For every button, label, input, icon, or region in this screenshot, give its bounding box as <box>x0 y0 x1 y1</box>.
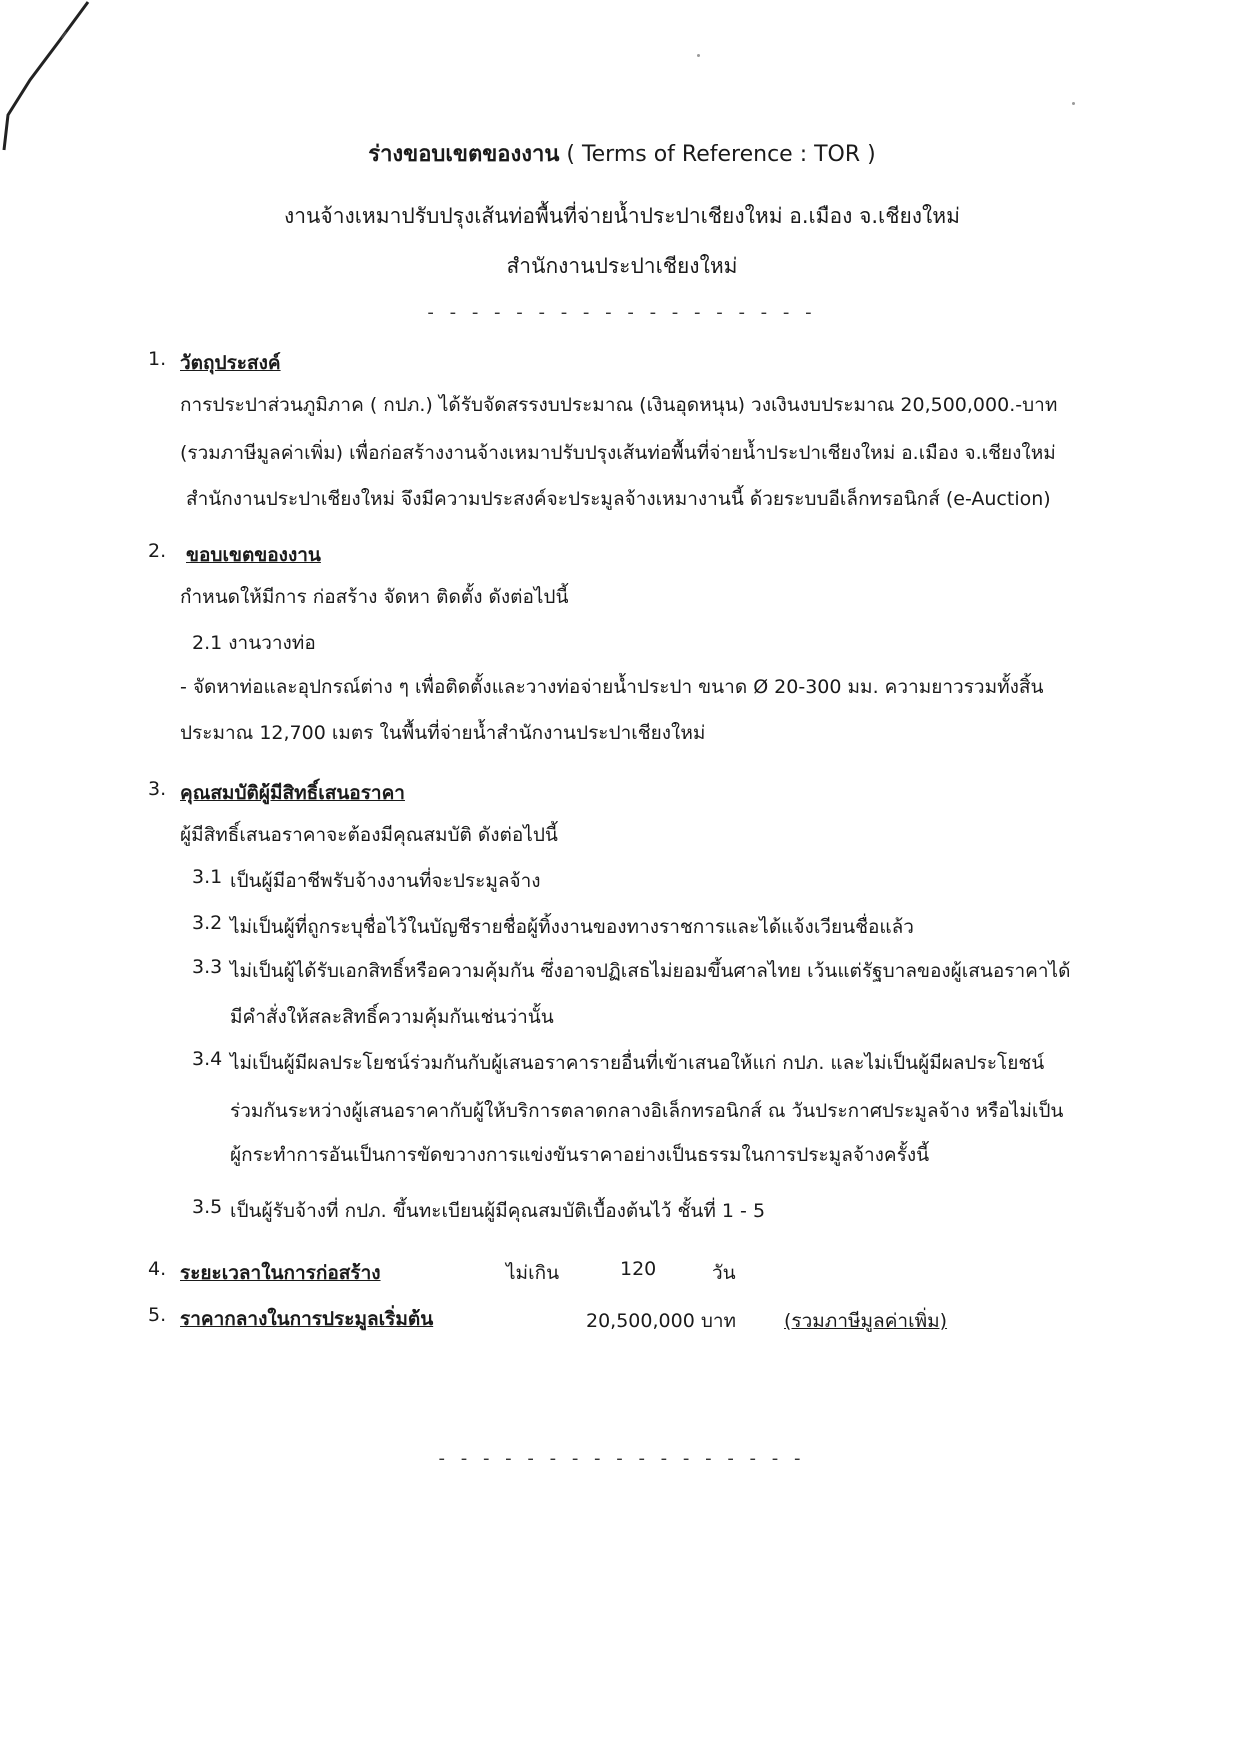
title-rest: ( Terms of Reference : TOR ) <box>559 142 876 167</box>
section-1-line: (รวมภาษีมูลค่าเพิ่ม) เพื่อก่อสร้างงานจ้างเหมาปรับปรุงเส้นท่อพื้นที่จ่ายน้ำประปาเชียงใหม่ อ.เมือง จ.เชียงใหม่ <box>180 442 1056 464</box>
section-5-heading: ราคากลางในการประมูลเริ่มต้น <box>180 1308 434 1330</box>
section-2-sub-label: 2.1 งานวางท่อ <box>192 632 316 654</box>
item-3-4-line: ไม่เป็นผู้มีผลประโยชน์ร่วมกันกับผู้เสนอราคารายอื่นที่เข้าเสนอให้แก่ กปภ. และไม่เป็นผู้มีผลประโยชน์ <box>230 1052 1045 1074</box>
item-3-3-number: 3.3 <box>192 956 223 978</box>
section-1-number: 1. <box>148 348 167 370</box>
section-2-heading: ขอบเขตของงาน <box>186 544 321 566</box>
item-3-2-line: ไม่เป็นผู้ที่ถูกระบุชื่อไว้ในบัญชีรายชื่อผู้ทิ้งงานของทางราชการและได้แจ้งเวียนชื่อแล้ว <box>230 916 914 938</box>
duration-value: 120 <box>620 1258 657 1280</box>
item-3-4-line: ร่วมกันระหว่างผู้เสนอราคากับผู้ให้บริการตลาดกลางอิเล็กทรอนิกส์ ณ วันประกาศประมูลจ้าง หรือไม่เป็น <box>230 1100 1064 1122</box>
header-divider: - - - - - - - - - - - - - - - - - - <box>427 302 817 323</box>
duration-unit: วัน <box>712 1262 736 1284</box>
item-3-2-number: 3.2 <box>192 912 223 934</box>
title-bold: ร่างขอบเขตของงาน <box>368 142 560 167</box>
item-3-3-line: ไม่เป็นผู้ได้รับเอกสิทธิ์หรือความคุ้มกัน ซึ่งอาจปฏิเสธไม่ยอมขึ้นศาลไทย เว้นแต่รัฐบาลของผู้เสนอราคาได้ <box>230 960 1071 982</box>
section-2-number: 2. <box>148 540 167 562</box>
item-3-5-line: เป็นผู้รับจ้างที่ กปภ. ขึ้นทะเบียนผู้มีคุณสมบัติเบื้องต้นไว้ ชั้นที่ 1 - 5 <box>230 1200 766 1222</box>
section-2-intro: กำหนดให้มีการ ก่อสร้าง จัดหา ติดตั้ง ดังต่อไปนี้ <box>180 586 569 608</box>
section-5-number: 5. <box>148 1304 167 1326</box>
document-title <box>0 136 1244 171</box>
section-3-number: 3. <box>148 778 167 800</box>
section-4-number: 4. <box>148 1258 167 1280</box>
footer-divider: - - - - - - - - - - - - - - - - - <box>438 1448 806 1469</box>
section-2-line: - จัดหาท่อและอุปกรณ์ต่าง ๆ เพื่อติดตั้งและวางท่อจ่ายน้ำประปา ขนาด Ø 20-300 มม. ความยาวรวมทั้งสิ้น <box>180 676 1044 698</box>
item-3-4-number: 3.4 <box>192 1048 223 1070</box>
item-3-1-number: 3.1 <box>192 866 223 888</box>
section-1-line: การประปาส่วนภูมิภาค ( กปภ.) ได้รับจัดสรรงบประมาณ (เงินอุดหนุน) วงเงินงบประมาณ 20,500,000.-บาท <box>180 394 1058 416</box>
item-3-4-line: ผู้กระทำการอันเป็นการขัดขวางการแข่งขันราคาอย่างเป็นธรรมในการประมูลจ้างครั้งนี้ <box>230 1144 930 1166</box>
item-3-5-number: 3.5 <box>192 1196 223 1218</box>
item-3-3-line: มีคำสั่งให้สละสิทธิ์ความคุ้มกันเช่นว่านั้น <box>230 1006 554 1028</box>
duration-qualifier: ไม่เกิน <box>506 1262 560 1284</box>
project-name: งานจ้างเหมาปรับปรุงเส้นท่อพื้นที่จ่ายน้ำประปาเชียงใหม่ อ.เมือง จ.เชียงใหม่ <box>284 204 960 228</box>
section-4-heading: ระยะเวลาในการก่อสร้าง <box>180 1262 381 1284</box>
section-3-heading: คุณสมบัติผู้มีสิทธิ์เสนอราคา <box>180 782 405 804</box>
office-name: สำนักงานประปาเชียงใหม่ <box>506 254 738 278</box>
section-1-line: สำนักงานประปาเชียงใหม่ จึงมีความประสงค์จะประมูลจ้างเหมางานนี้ ด้วยระบบอีเล็กทรอนิกส์ (e-Auction) <box>186 488 1051 510</box>
reference-price: 20,500,000 บาท <box>586 1310 737 1332</box>
item-3-1-line: เป็นผู้มีอาชีพรับจ้างงานที่จะประมูลจ้าง <box>230 870 541 892</box>
vat-note: (รวมภาษีมูลค่าเพิ่ม) <box>784 1310 948 1332</box>
section-2-line: ประมาณ 12,700 เมตร ในพื้นที่จ่ายน้ำสำนักงานประปาเชียงใหม่ <box>180 722 706 744</box>
section-1-heading: วัตถุประสงค์ <box>180 352 281 374</box>
section-3-intro: ผู้มีสิทธิ์เสนอราคาจะต้องมีคุณสมบัติ ดังต่อไปนี้ <box>180 824 558 846</box>
